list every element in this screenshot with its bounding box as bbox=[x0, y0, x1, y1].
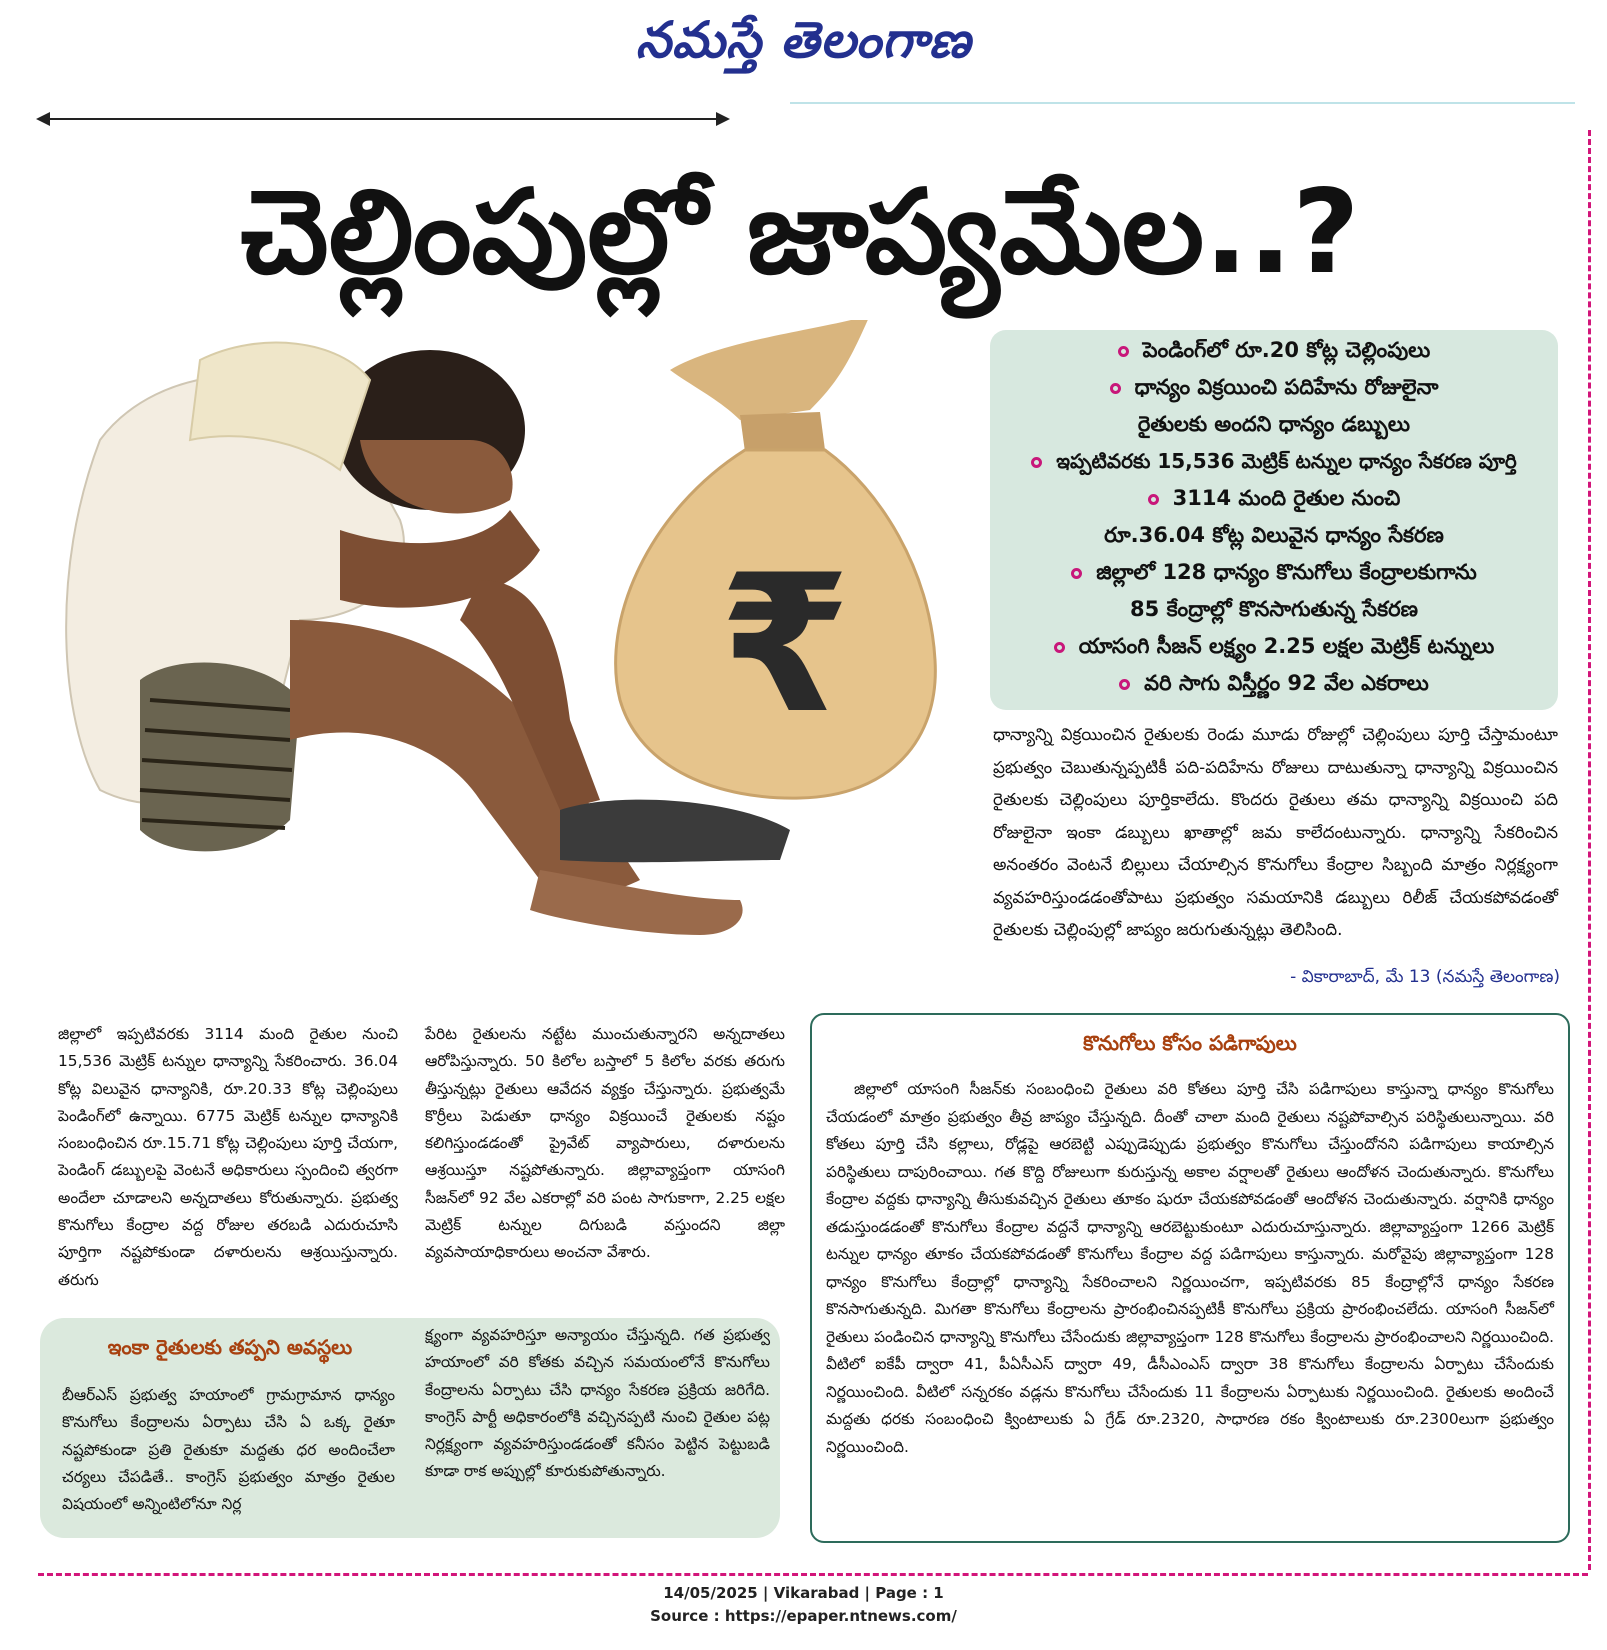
rupee-symbol: ₹ bbox=[718, 534, 852, 755]
bottom-border-dashed bbox=[38, 1573, 1588, 1576]
highlight-item: పెండింగ్‌లో రూ.20 కోట్ల చెల్లింపులు bbox=[990, 338, 1558, 368]
bullet-icon bbox=[1118, 346, 1129, 357]
bullet-icon bbox=[1031, 457, 1042, 468]
right-border-dashed bbox=[1588, 130, 1591, 1570]
highlight-item: యాసంగి సీజన్ లక్ష్యం 2.25 లక్షల మెట్రిక్ టన్నులు bbox=[990, 634, 1558, 664]
highlight-item: ధాన్యం విక్రయించి పదిహేను రోజులైనా bbox=[990, 375, 1558, 405]
highlight-item: వరి సాగు విస్తీర్ణం 92 వేల ఎకరాలు bbox=[990, 671, 1558, 701]
highlights-box bbox=[990, 330, 1558, 710]
bullet-icon bbox=[1119, 679, 1130, 690]
highlight-item: 3114 మంది రైతుల నుంచి bbox=[990, 486, 1558, 516]
sidebar-column-2: క్ష్యంగా వ్యవహరిస్తూ అన్యాయం చేస్తున్నది. గత ప్రభుత్వ హయాంలో వరి కోతకు వచ్చిన సమయంలోనే కొనుగోలు కేంద్రాలను ఏర్పాటు చేసి ధాన్యం సేకరణ ప్రక్రియ జరిగేది. కాంగ్రెస్ పార్టీ అధికారంలోకి వచ్చినప్పటి నుంచి రైతుల పట్ల నిర్లక్ష్యంగా వ్యవహరిస్తుండడంతో కనీసం పెట్టిన పెట్టుబడి కూడా రాక అప్పుల్లో కూరుకుపోతున్నారు. bbox=[425, 1326, 770, 1481]
footer-date-edition: 14/05/2025 | Vikarabad | Page : 1 bbox=[663, 1584, 944, 1602]
bullet-icon bbox=[1054, 642, 1065, 653]
sidebar-column-1: బీఆర్‌ఎస్ ప్రభుత్వ హయాంలో గ్రామగ్రామాన ధాన్యం కొనుగోలు కేంద్రాలను ఏర్పాటు చేసి ఏ ఒక్క రైతూ నష్టపోకుండా ప్రతి రైతుకూ మద్దతు ధర అందించేలా చర్యలు చేపడితే.. కాంగ్రెస్ ప్రభుత్వం మాత్రం రైతుల విషయంలో అన్నింటిలోనూ నిర్ల bbox=[62, 1386, 395, 1514]
header-divider-line bbox=[790, 102, 1575, 104]
money-bag bbox=[616, 320, 936, 798]
bullet-icon bbox=[1071, 568, 1082, 579]
lead-paragraph: ధాన్యాన్ని విక్రయించిన రైతులకు రెండు మూడు రోజుల్లో చెల్లింపులు పూర్తి చేస్తామంటూ ప్రభుత్వం చెబుతున్నప్పటికీ పది-పదిహేను రోజులు దాటుతున్నా ధాన్యాన్ని విక్రయించిన రైతులకు చెల్లింపులు పూర్తికాలేదు. కొందరు రైతులు తమ ధాన్యాన్ని విక్రయించి పది రోజులైనా ఇంకా డబ్బులు ఖాతాల్లో జమ కాలేదంటున్నారు. ధాన్యాన్ని సేకరించిన అనంతరం వెంటనే బిల్లులు చేయాల్సిన కొనుగోలు కేంద్రాల సిబ్బంది మాత్రం నిర్లక్ష్యంగా వ్యవహరిస్తుండడంతోపాటు ప్రభుత్వం సమయానికి డబ్బులు రిలీజ్ చేయకపోవడంతో రైతులకు చెల్లింపుల్లో జాప్యం జరుగుతున్నట్లు తెలిసింది. bbox=[993, 724, 1558, 939]
body-column-2: పేరిట రైతులను నట్టేట ముంచుతున్నారని అన్నదాతలు ఆరోపిస్తున్నారు. 50 కిలోల బస్తాలో 5 కిలోల వరకు తరుగు తీస్తున్నట్లు రైతులు ఆవేదన వ్యక్తం చేస్తున్నారు. ప్రభుత్వమే కొర్రీలు పెడుతూ ధాన్యం విక్రయించే రైతులకు నష్టం కలిగిస్తుండడంతో ప్రైవేట్ వ్యాపారులు, దళారులను ఆశ్రయిస్తూ నష్టపోతున్నారు. జిల్లావ్యాప్తంగా యాసంగి సీజన్‌లో 92 వేల ఎకరాల్లో వరి పంట సాగుకాగా, 2.25 లక్షల మెట్రిక్ టన్నుల దిగుబడి వస్తుందని జిల్లా వ్యవసాయాధికారులు అంచనా వేశారు. bbox=[425, 1025, 785, 1262]
highlight-item: 85 కేంద్రాల్లో కొనసాగుతున్న సేకరణ bbox=[1130, 597, 1418, 621]
bullet-icon bbox=[1110, 383, 1121, 394]
header-divider-arrow bbox=[38, 118, 728, 120]
highlight-item: జిల్లాలో 128 ధాన్యం కొనుగోలు కేంద్రాలకుగాను bbox=[990, 560, 1558, 590]
illustration bbox=[40, 320, 980, 1000]
headline: చెల్లింపుల్లో జాప్యమేల..? bbox=[240, 165, 1360, 300]
highlight-item: రూ.36.04 కోట్ల విలువైన ధాన్యం సేకరణ bbox=[1104, 523, 1444, 547]
sidebar-title: ఇంకా రైతులకు తప్పని అవస్థలు bbox=[107, 1335, 353, 1359]
purchase-box-title: కొనుగోలు కోసం పడిగాపులు bbox=[1083, 1031, 1297, 1055]
highlight-item: ఇప్పటివరకు 15,536 మెట్రిక్ టన్నుల ధాన్యం సేకరణ పూర్తి bbox=[990, 449, 1558, 478]
dateline: - వికారాబాద్, మే 13 (నమస్తే తెలంగాణ) bbox=[1290, 967, 1560, 987]
footer-source: Source : https://epaper.ntnews.com/ bbox=[650, 1607, 957, 1625]
body-column-1: జిల్లాలో ఇప్పటివరకు 3114 మంది రైతుల నుంచి 15,536 మెట్రిక్ టన్నుల ధాన్యాన్ని సేకరించారు. 36.04 కోట్ల విలువైన ధాన్యానికి, రూ.20.33 కోట్ల చెల్లింపులు పెండింగ్‌లో ఉన్నాయి. 6775 మెట్రిక్ టన్నుల ధాన్యానికి సంబంధించిన రూ.15.71 కోట్ల చెల్లింపులు పూర్తి చేయగా, పెండింగ్ డబ్బులపై వెంటనే అధికారులు స్పందించి త్వరగా అందేలా చూడాలని అన్నదాతలు కోరుతున్నారు. ప్రభుత్వ కొనుగోలు కేంద్రాల వద్ద రోజుల తరబడి ఎదురుచూసి పూర్తిగా నష్టపోకుండా దళారులను ఆశ్రయిస్తున్నారు. తరుగు bbox=[58, 1025, 398, 1289]
bullet-icon bbox=[1148, 494, 1159, 505]
masthead-logo: నమస్తే తెలంగాణ bbox=[635, 10, 972, 69]
purchase-box-text: జిల్లాలో యాసంగి సీజన్‌కు సంబంధించి రైతులు వరి కోతలు పూర్తి చేసి పడిగాపులు కాస్తున్నా ధాన్యం కొనుగోలు చేయడంలో మాత్రం ప్రభుత్వం తీవ్ర జాప్యం చేస్తున్నది. దీంతో చాలా మంది రైతులు నష్టపోవాల్సిన పరిస్థితులున్నాయి. వరి కోతలు పూర్తి చేసి కల్లాలు, రోడ్లపై ఆరబెట్టి ఎప్పుడెప్పుడు ప్రభుత్వం కొనుగోలు చేస్తుందోనని పడిగాపులు కాయాల్సిన పరిస్థితులు దాపురించాయి. గత కొద్ది రోజులుగా కురుస్తున్న అకాల వర్షాలతో రైతులు ఆందోళన చెందుతున్నారు. కొనుగోలు కేంద్రాల వద్దకు ధాన్యాన్ని తీసుకువచ్చిన రైతులు తూకం షురూ చేయకపోవడంతో ఆందోళన చెందుతున్నారు. వర్షానికి ధాన్యం తడుస్తుండడంతో కొనుగోలు కేంద్రాల వద్దనే ధాన్యాన్ని ఆరబెట్టుకుంటూ ఎదురుచూస్తున్నారు. జిల్లావ్యాప్తంగా 1266 మెట్రిక్ టన్నుల ధాన్యం తూకం చేయకపోవడంతో కొనుగోలు కేంద్రాల వద్ద పడిగాపులు కాస్తున్నారు. మరోవైపు జిల్లావ్యాప్తంగా 128 ధాన్యం కొనుగోలు కేంద్రాల్లో ధాన్యాన్ని సేకరించాలని నిర్ణయించగా, ఇప్పటివరకు 85 కేంద్రాల్లోనే ధాన్యం సేకరణ కొనసాగుతున్నది. మిగతా కొనుగోలు కేంద్రాలను ప్రారంభించినప్పటికీ కొనుగోలు ప్రక్రియ ప్రారంభించలేదు. యాసంగి సీజన్‌లో రైతులు పండించిన ధాన్యాన్ని కొనుగోలు చేసేందుకు జిల్లావ్యాప్తంగా 128 కొనుగోలు కేంద్రాలను ప్రారంభించాలని నిర్ణయించింది. వీటిలో ఐకేపీ ద్వారా 41, పీఏసీఎస్ ద్వారా 49, డీసీఎంఎస్ ద్వారా 38 కొనుగోలు కేంద్రాలను ఏర్పాటు చేసేందుకు నిర్ణయించింది. వీటిలో సన్నరకం వడ్లను కొనుగోలు చేసేందుకు 11 కేంద్రాలను ఏర్పాటుకు నిర్ణయించింది. రైతులకు అందించే మద్దతు ధరకు సంబంధించి క్వింటాలుకు ఏ గ్రేడ్ రూ.2320, సాధారణ రకం క్వింటాలుకు రూ.2300లుగా ప్రభుత్వం నిర్ణయించింది. bbox=[826, 1080, 1554, 1456]
highlight-item: రైతులకు అందని ధాన్యం డబ్బులు bbox=[1137, 412, 1411, 436]
